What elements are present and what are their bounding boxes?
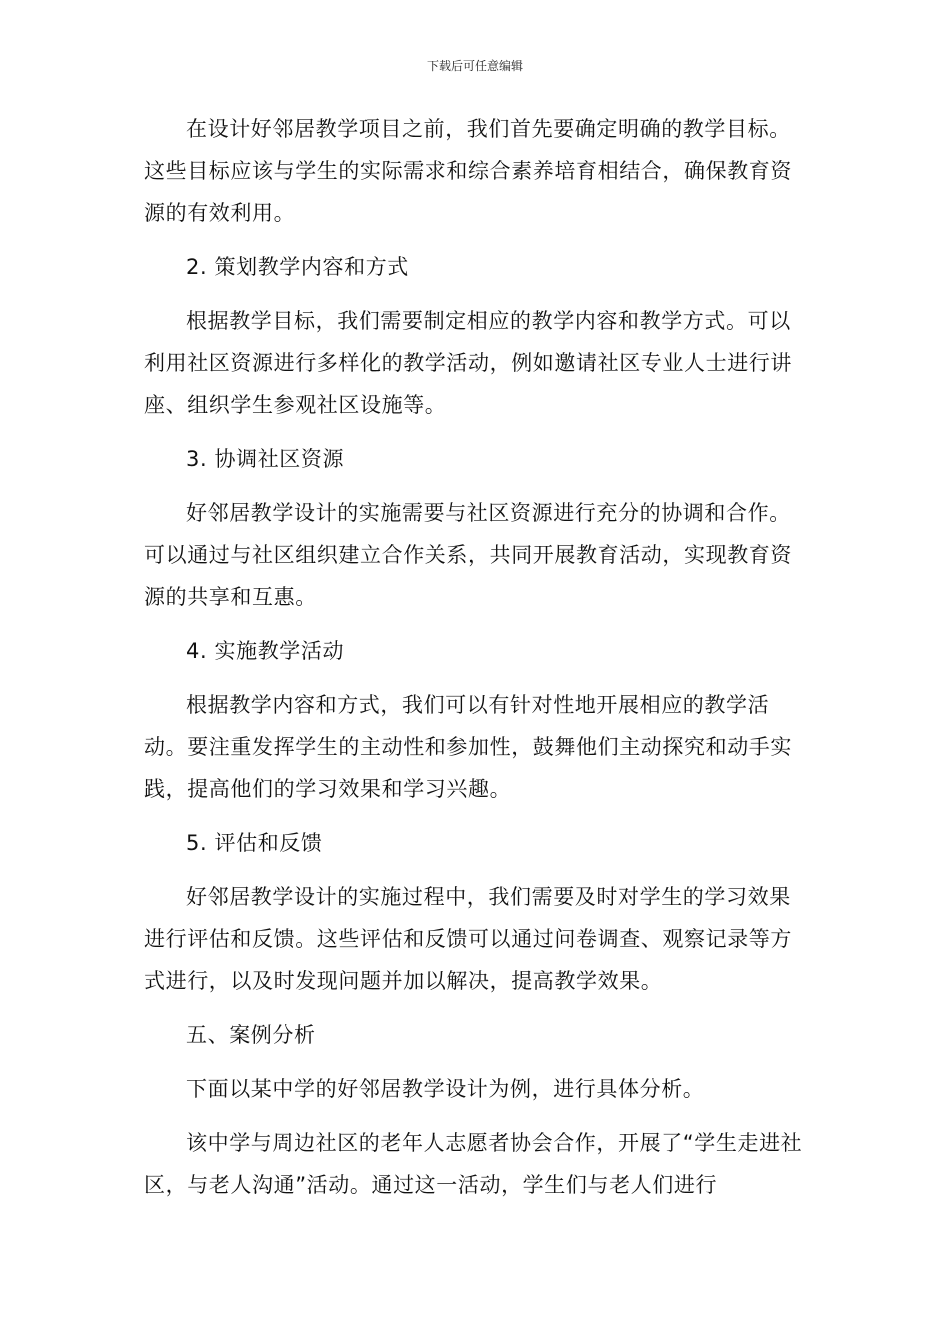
heading-plan-content: 2. 策划教学内容和方式 — [186, 255, 409, 279]
heading-implement-activities: 4. 实施教学活动 — [186, 639, 345, 663]
heading-case-analysis: 五、案例分析 — [186, 1023, 316, 1047]
paragraph-plan-content: 根据教学目标，我们需要制定相应的教学内容和教学方式。可以利用社区资源进行多样化的教学活动，例如邀请社区专业人士进行讲座、组织学生参观社区设施等。 — [144, 309, 792, 417]
paragraph-coordinate-resources: 好邻居教学设计的实施需要与社区资源进行充分的协调和合作。可以通过与社区组织建立合作关系，共同开展教育活动，实现教育资源的共享和互惠。 — [144, 501, 792, 609]
document-body — [144, 108, 808, 1206]
paragraph-evaluation-feedback: 好邻居教学设计的实施过程中，我们需要及时对学生的学习效果进行评估和反馈。这些评估和反馈可以通过问卷调查、观察记录等方式进行，以及时发现问题并加以解决，提高教学效果。 — [144, 885, 792, 993]
paragraph-case-intro: 下面以某中学的好邻居教学设计为例，进行具体分析。 — [186, 1077, 705, 1101]
heading-evaluation-feedback: 5. 评估和反馈 — [186, 831, 323, 855]
heading-coordinate-resources: 3. 协调社区资源 — [186, 447, 345, 471]
page-header: 下载后可任意编辑 — [426, 59, 523, 73]
paragraph-implement-activities: 根据教学内容和方式，我们可以有针对性地开展相应的教学活动。要注重发挥学生的主动性和参加性，鼓舞他们主动探究和动手实践，提高他们的学习效果和学习兴趣。 — [144, 693, 792, 801]
paragraph-teaching-goals: 在设计好邻居教学项目之前，我们首先要确定明确的教学目标。这些目标应该与学生的实际需求和综合素养培育相结合，确保教育资源的有效利用。 — [144, 117, 792, 225]
paragraph-case-detail: 该中学与周边社区的老年人志愿者协会合作，开展了“学生走进社区，与老人沟通”活动。通过这一活动，学生们与老人们进行 — [144, 1131, 803, 1197]
